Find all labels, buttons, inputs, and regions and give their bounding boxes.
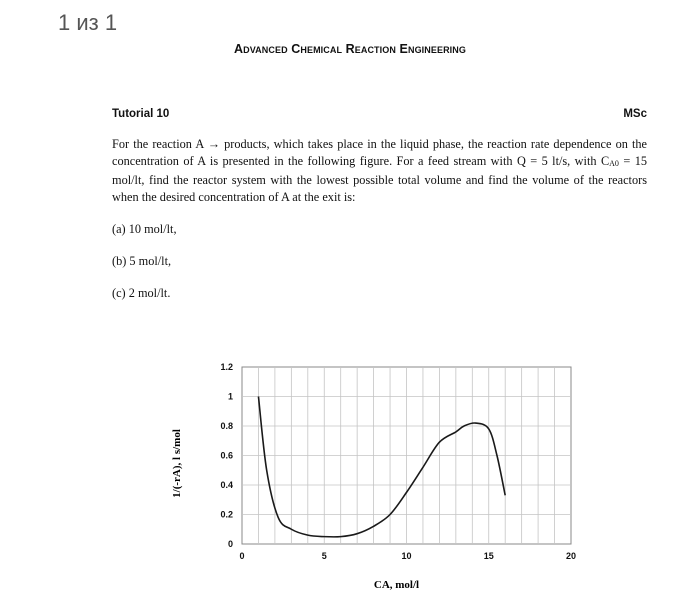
option-c: (c) 2 mol/lt. [112,286,171,300]
y-tick-label: 0.6 [220,450,233,461]
option-b: (b) 5 mol/lt, [112,254,172,268]
y-axis-title: 1/(-rA), l s/mol [171,429,183,498]
rate-chart [0,340,700,607]
y-tick-label: 0.2 [220,509,233,520]
degree-label: MSc [623,108,647,120]
option-a: (a) 10 mol/lt, [112,222,177,236]
problem-text-part1: For the reaction A [112,137,204,151]
x-tick-label: 5 [321,551,327,561]
document-header-title: Advanced Chemical Reaction Engineering [234,42,466,56]
page-counter: 1 из 1 [58,10,118,35]
y-tick-label: 0.8 [220,421,233,431]
y-tick-label: 0.4 [220,480,233,490]
tutorial-label: Tutorial 10 [112,108,170,120]
answer-options [112,222,177,318]
y-tick-label: 1 [227,391,233,402]
problem-statement [112,136,647,205]
y-tick-label: 0 [227,539,233,549]
y-tick-label: 1.2 [220,362,233,372]
x-tick-label: 15 [483,551,494,561]
x-tick-label: 20 [565,551,577,561]
x-axis-title: CA, mol/l [373,579,420,591]
x-tick-label: 10 [401,551,412,561]
x-tick-label: 0 [239,551,245,561]
reaction-arrow: → [207,137,220,151]
problem-text-part3: = 15 mol/lt, find the reactor system with the lowest possible total volume and find the volume of the reactors when the desired concentration of A at the exit is: [112,153,647,204]
problem-text-part2: products, which takes place in the liquid phase, the reaction rate dependence on the concentration of A is presented in the following figure. For a feed stream with Q = 5 lt/s, with C [112,137,648,168]
concentration-subscript: A0 [609,158,619,168]
